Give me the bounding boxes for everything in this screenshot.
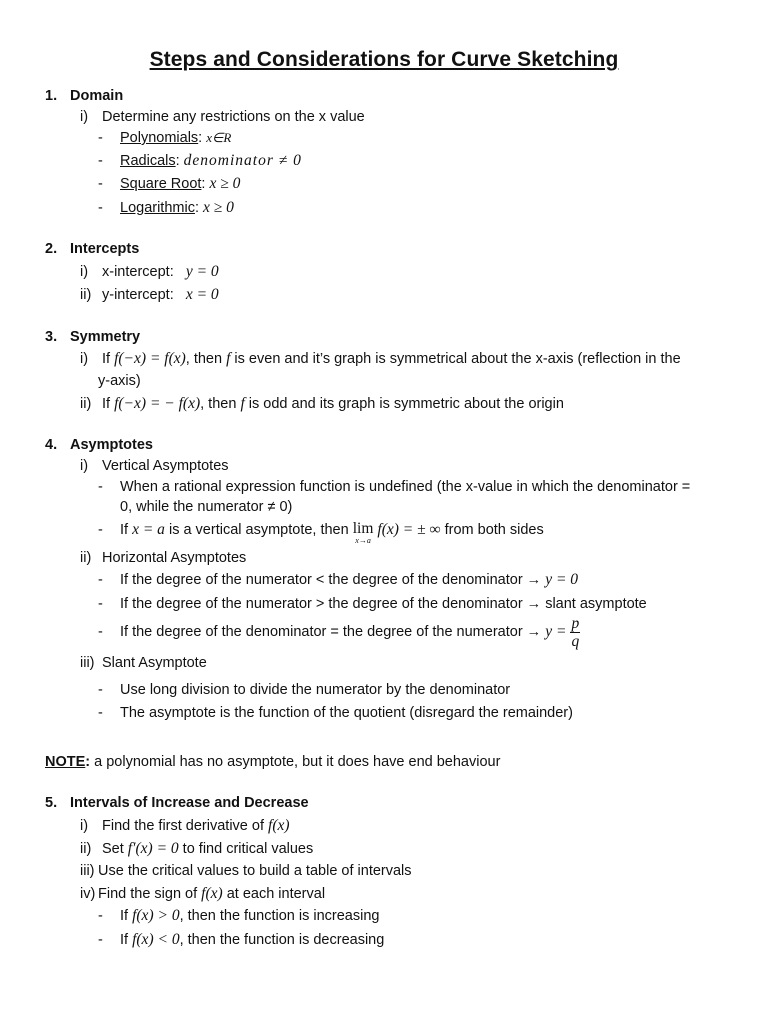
domain-logarithmic: - Logarithmic: x ≥ 0	[98, 199, 234, 216]
domain-item-i: i) Determine any restrictions on the x value	[80, 109, 365, 125]
section-asymptotes-heading: 4. Asymptotes	[45, 437, 153, 453]
slant-rule-1: - Use long division to divide the numerator by the denominator	[98, 682, 511, 698]
intervals-decreasing: - If f(x) < 0, then the function is decreasing	[98, 931, 385, 948]
asymptotes-horizontal: ii) Horizontal Asymptotes	[80, 550, 247, 566]
intervals-increasing: - If f(x) > 0, then the function is increasing	[98, 907, 380, 924]
vertical-rule-1: - When a rational expression function is undefined (the x-value in which the denominator =	[98, 479, 691, 495]
limit-notation: lim x→a	[352, 520, 374, 545]
symmetry-even: i) If f(−x) = f(x), then f is even and it’s graph is symmetrical about the x-axis (reflection in the	[80, 350, 681, 367]
horizontal-rule-2: - If the degree of the numerator > the degree of the denominator → slant asymptote	[98, 596, 647, 612]
intervals-step-iv: iv) Find the sign of f(x) at each interval	[80, 885, 326, 902]
domain-polynomials: - Polynomials: x∈R	[98, 130, 232, 146]
vertical-rule-1-cont: 0, while the numerator ≠ 0)	[120, 499, 293, 515]
asymptotes-vertical: i) Vertical Asymptotes	[80, 458, 229, 474]
vertical-rule-2: - If x = a is a vertical asymptote, then lim x→a f(x) = ± ∞ from both sides	[98, 520, 544, 545]
slant-rule-2: - The asymptote is the function of the quotient (disregard the remainder)	[98, 705, 573, 721]
section-intercepts-heading: 2. Intercepts	[45, 241, 140, 257]
asymptotes-slant: iii) Slant Asymptote	[80, 655, 207, 671]
domain-square-root: - Square Root: x ≥ 0	[98, 175, 241, 192]
intercepts-y: ii) y-intercept: x = 0	[80, 286, 219, 303]
p-over-q-fraction: $\frac{p}{q}$	[571, 614, 580, 650]
section-intervals-heading: 5. Intervals of Increase and Decrease	[45, 795, 309, 811]
domain-radicals: - Radicals: denominator ≠ 0	[98, 152, 302, 169]
section-symmetry-heading: 3. Symmetry	[45, 329, 141, 345]
note: NOTE: a polynomial has no asymptote, but it does have end behaviour	[45, 754, 501, 770]
horizontal-rule-1: - If the degree of the numerator < the degree of the denominator → y = 0	[98, 571, 579, 588]
symmetry-odd: ii) If f(−x) = − f(x), then f is odd and its graph is symmetric about the origin	[80, 395, 564, 412]
horizontal-rule-3: - If the degree of the denominator = the degree of the numerator → y = $\frac{p}{q}$	[98, 614, 580, 650]
intervals-step-ii: ii) Set f′(x) = 0 to find critical values	[80, 840, 314, 857]
intercepts-x: i) x-intercept: y = 0	[80, 263, 219, 280]
symmetry-even-cont: y-axis)	[98, 373, 141, 389]
section-domain-heading: 1. Domain	[45, 88, 124, 104]
intervals-step-i: i) Find the first derivative of f(x)	[80, 817, 290, 834]
page-title: Steps and Considerations for Curve Sketching	[149, 48, 619, 71]
intervals-step-iii: iii) Use the critical values to build a table of intervals	[80, 863, 412, 879]
